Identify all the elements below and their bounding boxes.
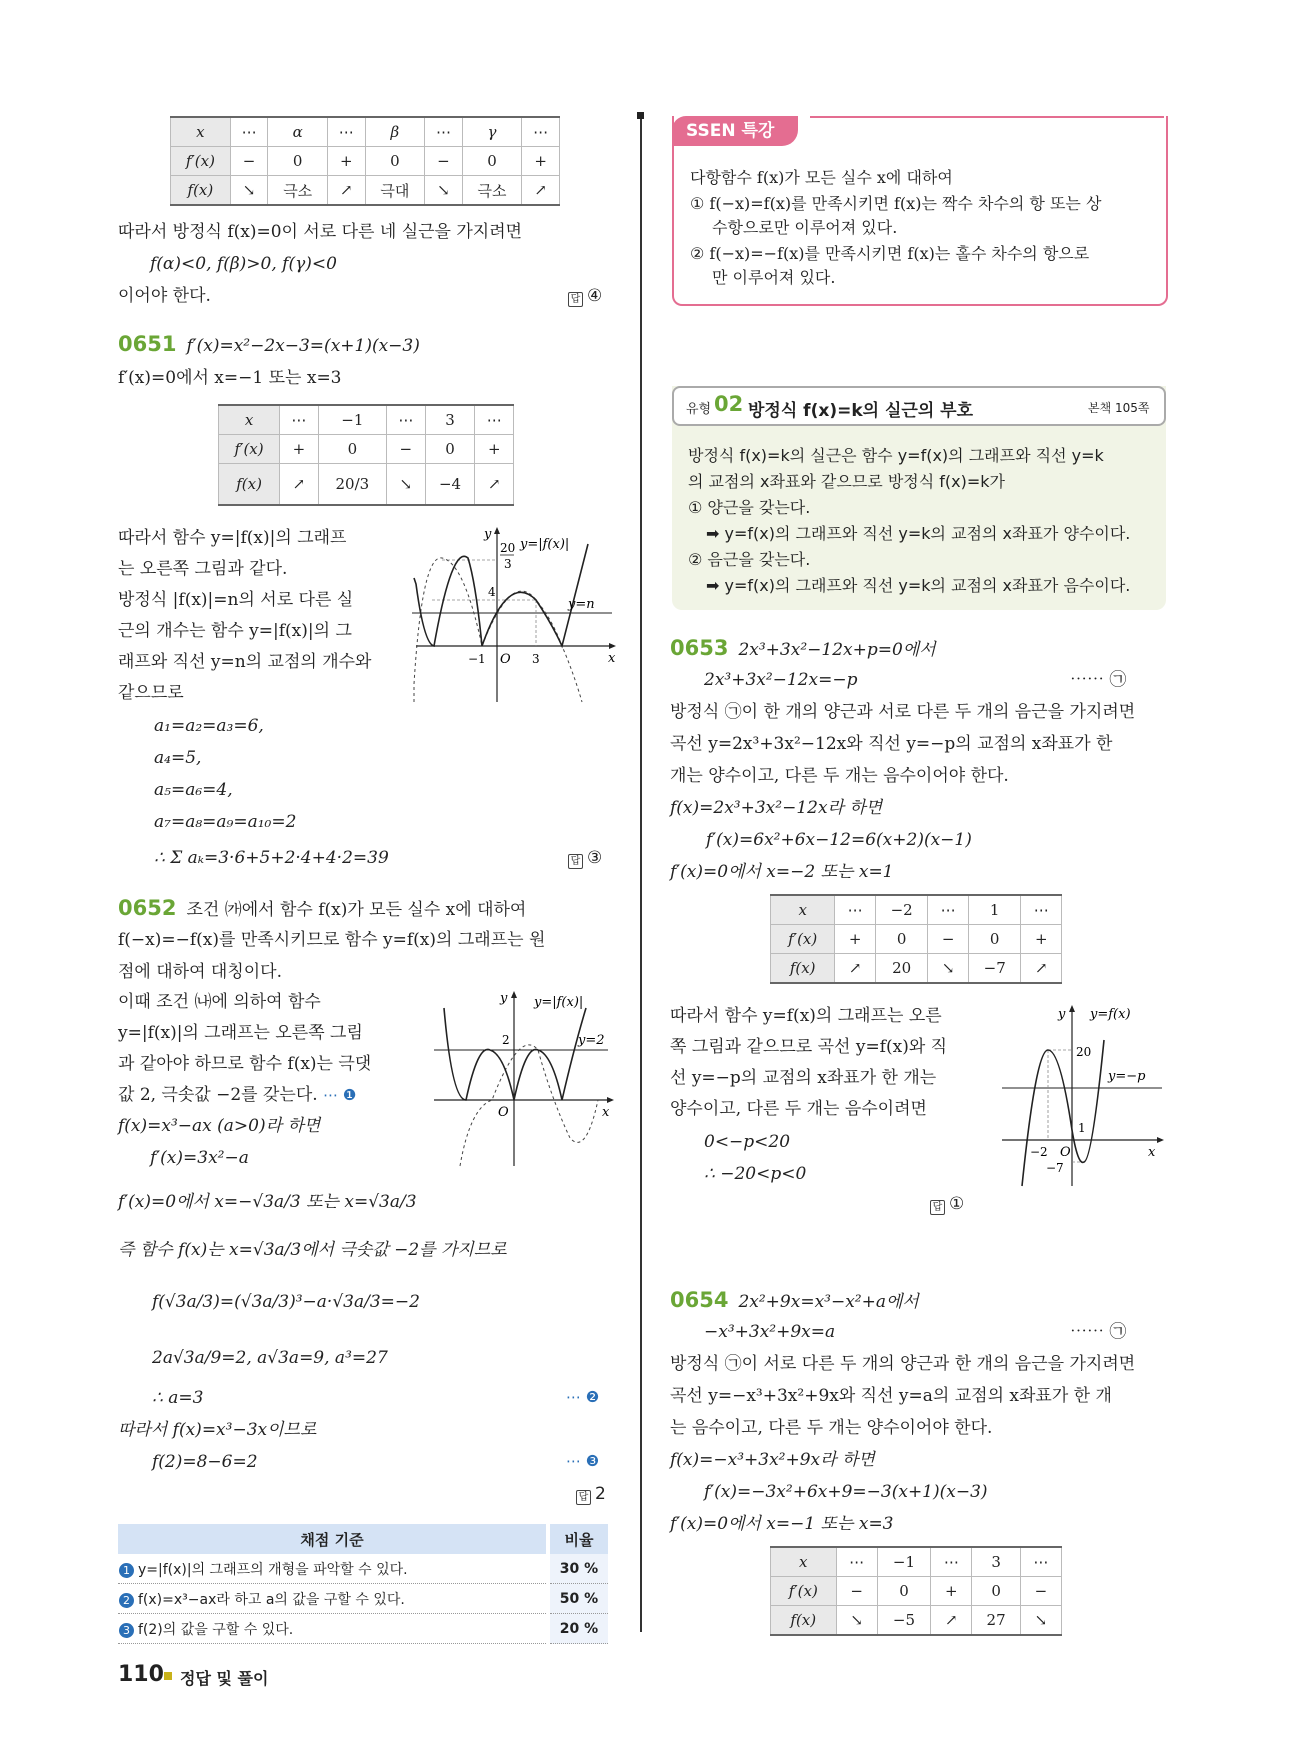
- eq-0651-1: a₄=5,: [154, 748, 202, 768]
- text-0650-l2: f(α)<0, f(β)>0, f(γ)<0: [150, 254, 337, 274]
- ssen-l2: ① f(−x)=f(x)를 만족시키면 f(x)는 짝수 차수의 항 또는 상: [690, 194, 1102, 213]
- graph-abs-f-0652: [430, 988, 620, 1168]
- text-0654-l2: −x³+3x²+9x=a: [704, 1322, 836, 1342]
- type-l3: ① 양근을 갖는다.: [688, 498, 811, 517]
- label-3: 3: [504, 557, 512, 571]
- text-0652-l3: 점에 대하여 대칭이다.: [118, 962, 283, 982]
- curve-f-dashed: [460, 1045, 598, 1166]
- text-0652-l16: f(2)=8−6=2: [152, 1452, 258, 1472]
- text-0651-t0: 따라서 함수 y=|f(x)|의 그래프: [118, 528, 347, 548]
- sign-table-0653: x ⋯ −2 ⋯ 1 ⋯ f′(x) + 0 − 0 + f(x) ↗ 20 ↘ −7 ↗: [770, 894, 1062, 984]
- text-0654-l7: f′(x)=−3x²+6x+9=−3(x+1)(x−3): [704, 1482, 988, 1502]
- text-0652-l12: f(√3a/3)=(√3a/3)³−a·√3a/3=−2: [152, 1292, 420, 1312]
- answer-0652: 답 2: [576, 1484, 606, 1505]
- table-row: 3 f(2)의 값을 구할 수 있다. 20 %: [118, 1614, 610, 1644]
- text-0653-l8: f′(x)=0에서 x=−2 또는 x=1: [670, 862, 894, 882]
- answer-icon: 답: [568, 292, 583, 307]
- score-header-criteria: 채점 기준: [118, 1524, 548, 1554]
- label-y-abs-fx: y=|f(x)|: [520, 537, 570, 552]
- text-0654-l4: 곡선 y=−x³+3x²+9x와 직선 y=a의 교점의 x좌표가 한 개: [670, 1386, 1112, 1406]
- answer-icon: 답: [930, 1200, 945, 1215]
- step-mark-3: ⋯ ❸: [566, 1452, 600, 1470]
- eq-0651-4: ∴ Σ aₖ=3·6+5+2·4+4·2=39: [154, 848, 389, 868]
- table-row: 1 y=|f(x)|의 그래프의 개형을 파악할 수 있다. 30 %: [118, 1554, 610, 1584]
- answer-0653: 답 ①: [930, 1194, 964, 1215]
- text-0652-t0: 이때 조건 ㈏에 의하여 함수: [118, 992, 321, 1012]
- eq-0651-2: a₅=a₆=4,: [154, 780, 233, 800]
- step-mark-2: ⋯ ❷: [566, 1388, 600, 1406]
- x-axis-arrow-icon: [609, 643, 616, 649]
- type-title: 방정식 f(x)=k의 실근의 부호: [748, 401, 974, 421]
- curve-f-dashed: [414, 558, 582, 702]
- answer-icon: 답: [576, 1490, 591, 1505]
- question-number: 0654: [670, 1288, 729, 1312]
- label-minus1: −1: [468, 652, 486, 666]
- sign-table-0651: x ⋯ −1 ⋯ 3 ⋯ f′(x) + 0 − 0 + f(x) ↗ 20/3 ↘ −4 ↗: [218, 404, 514, 506]
- ssen-header: [672, 116, 1164, 152]
- text-0652-l13: 2a√3a/9=2, a√3a=9, a³=27: [152, 1348, 388, 1368]
- label-20: 20: [1076, 1045, 1092, 1059]
- label-y: y: [1058, 1007, 1066, 1022]
- text-0653-l2b: ⋯⋯ ㉠: [1070, 670, 1127, 690]
- label-y-fx: y=f(x): [1090, 1007, 1131, 1022]
- type-l4: ➡ y=f(x)의 그래프와 직선 y=k의 교점의 x좌표가 양수이다.: [706, 524, 1131, 543]
- text-0652-l2: f(−x)=−f(x)를 만족시키므로 함수 y=f(x)의 그래프는 원: [118, 930, 546, 950]
- type-number: 02: [714, 392, 744, 416]
- text-0653-l7: f′(x)=6x²+6x−12=6(x+2)(x−1): [706, 830, 972, 850]
- type-l2: 의 교점의 x좌표와 같으므로 방정식 f(x)=k가: [688, 472, 1005, 491]
- table-row: 2 f(x)=x³−ax라 하고 a의 값을 구할 수 있다. 50 %: [118, 1584, 610, 1614]
- label-x: x: [602, 1105, 610, 1120]
- label-origin: O: [1060, 1145, 1071, 1160]
- text-0651-t1: 는 오른쪽 그림과 같다.: [118, 559, 288, 579]
- step-mark-1: ⋯ ❶: [323, 1086, 357, 1104]
- text-0652-t2: 과 같아야 하므로 함수 f(x)는 극댓: [118, 1054, 372, 1074]
- type-l6: ➡ y=f(x)의 그래프와 직선 y=k의 교점의 x좌표가 음수이다.: [706, 576, 1131, 595]
- text-0651-t3: 근의 개수는 함수 y=|f(x)|의 그: [118, 621, 352, 641]
- eq-0651-3: a₇=a₈=a₉=a₁₀=2: [154, 812, 297, 832]
- text-0653-l3: 방정식 ㉠이 한 개의 양근과 서로 다른 두 개의 음근을 가지려면: [670, 702, 1136, 722]
- sign-table-0654: x ⋯ −1 ⋯ 3 ⋯ f′(x) − 0 + 0 − f(x) ↘ −5 ↗ 27 ↘: [770, 1546, 1062, 1636]
- footer-square-icon: [164, 1672, 172, 1680]
- text-0654-l5: 는 음수이고, 다른 두 개는 양수이어야 한다.: [670, 1418, 993, 1438]
- type-ref: 본책 105쪽: [1088, 401, 1150, 415]
- graph-abs-f-0651: [412, 524, 622, 704]
- text-0650-l1: 따라서 방정식 f(x)=0이 서로 다른 네 실근을 가지려면: [118, 222, 523, 242]
- text-0652-l8: f(x)=x³−ax (a>0)라 하면: [118, 1116, 321, 1136]
- eq-0651-0: a₁=a₂=a₃=6,: [154, 716, 264, 736]
- curve-abs-f: [414, 544, 588, 646]
- label-y-n: y=n: [568, 597, 595, 612]
- ssen-l5: 만 이루어져 있다.: [712, 268, 836, 287]
- ssen-top-line: [810, 116, 1164, 118]
- ssen-l4: ② f(−x)=−f(x)를 만족시키면 f(x)는 홀수 차수의 항으로: [690, 244, 1090, 263]
- label-y: y: [500, 991, 508, 1006]
- text-0652-l10: f′(x)=0에서 x=−√3a/3 또는 x=√3a/3: [118, 1192, 417, 1212]
- text-0650-l3: 이어야 한다.: [118, 286, 211, 306]
- type-l1: 방정식 f(x)=k의 실근은 함수 y=f(x)의 그래프와 직선 y=k: [688, 446, 1104, 465]
- y-axis-arrow-icon: [511, 991, 517, 998]
- label-1: 1: [1078, 1121, 1086, 1135]
- label-x: x: [608, 651, 616, 666]
- text-0652-l15: 따라서 f(x)=x³−3x이므로: [118, 1420, 317, 1440]
- text-0653-t2: 선 y=−p의 교점의 x좌표가 한 개는: [670, 1068, 937, 1088]
- step-number-icon: 3: [119, 1623, 134, 1638]
- label-y-minus-p: y=−p: [1108, 1069, 1146, 1084]
- answer-0650: 답 ④: [568, 286, 602, 307]
- text-0653-l6: f(x)=2x³+3x²−12x라 하면: [670, 798, 883, 818]
- y-axis-arrow-icon: [494, 527, 500, 534]
- label-minus2: −2: [1030, 1145, 1048, 1159]
- type-l5: ② 음근을 갖는다.: [688, 550, 811, 569]
- sign-table-0650: x ⋯ α ⋯ β ⋯ γ ⋯ f′(x) − 0 + 0 − 0 + f(x) ↘ 극소 ↗ 극대 ↘ 극소 ↗: [170, 116, 560, 206]
- text-0654-l8: f′(x)=0에서 x=−1 또는 x=3: [670, 1514, 894, 1534]
- scoring-table: [118, 1524, 612, 1644]
- x-axis-arrow-icon: [1157, 1137, 1164, 1143]
- text-0654-l3: 방정식 ㉠이 서로 다른 두 개의 양근과 한 개의 음근을 가지려면: [670, 1354, 1136, 1374]
- label-4: 4: [488, 585, 496, 599]
- text-0652-l11: 즉 함수 f(x)는 x=√3a/3에서 극솟값 −2를 가지므로: [118, 1240, 507, 1260]
- label-minus7: −7: [1046, 1161, 1064, 1175]
- text-0653-l1: 0653 2x³+3x²−12x+p=0에서: [670, 636, 936, 660]
- text-0653-e1: 0<−p<20: [704, 1132, 791, 1152]
- question-number: 0653: [670, 636, 729, 660]
- footer-label: 정답 및 풀이: [180, 1669, 269, 1688]
- label-20: 20: [500, 541, 516, 555]
- ssen-l3: 수항으로만 이루어져 있다.: [712, 218, 898, 237]
- text-0652-t3: 값 2, 극솟값 −2를 갖는다. ⋯ ❶: [118, 1085, 357, 1105]
- question-number: 0651: [118, 332, 177, 356]
- label-y-2: y=2: [578, 1033, 605, 1048]
- divider-dot: [637, 112, 644, 119]
- question-number: 0652: [118, 896, 177, 920]
- answer-0651: 답 ③: [568, 848, 602, 869]
- column-divider: [640, 112, 642, 1632]
- label-origin: O: [498, 1105, 509, 1120]
- text-0653-t3: 양수이고, 다른 두 개는 음수이려면: [670, 1099, 927, 1119]
- x-axis-arrow-icon: [607, 1097, 614, 1103]
- ssen-l1: 다항함수 f(x)가 모든 실수 x에 대하여: [690, 168, 953, 187]
- answer-icon: 답: [568, 854, 583, 869]
- step-number-icon: 2: [119, 1593, 134, 1608]
- text-0652-l9: f′(x)=3x²−a: [150, 1148, 249, 1168]
- page-number: 110: [118, 1662, 164, 1687]
- text-0653-l4: 곡선 y=2x³+3x²−12x와 직선 y=−p의 교점의 x좌표가 한: [670, 734, 1113, 754]
- text-0651-l1: 0651 f′(x)=x²−2x−3=(x+1)(x−3): [118, 332, 420, 356]
- text-0653-t0: 따라서 함수 y=f(x)의 그래프는 오른: [670, 1006, 942, 1026]
- text-0651-t2: 방정식 |f(x)|=n의 서로 다른 실: [118, 590, 354, 610]
- label-y-abs-fx: y=|f(x)|: [534, 995, 584, 1010]
- text-0651-t4: 래프와 직선 y=n의 교점의 개수와: [118, 652, 372, 672]
- label-x3: 3: [532, 652, 540, 666]
- text-0651-t5: 같으므로: [118, 683, 184, 703]
- text-0653-l5: 개는 양수이고, 다른 두 개는 음수이어야 한다.: [670, 766, 1009, 786]
- text-0652-l14: ∴ a=3: [152, 1388, 204, 1408]
- text-0653-e2: ∴ −20<p<0: [704, 1164, 807, 1184]
- y-axis-arrow-icon: [1069, 1005, 1075, 1012]
- label-y: y: [484, 527, 492, 542]
- text-0653-l2: 2x³+3x²−12x=−p: [704, 670, 858, 690]
- score-header-ratio: 비율: [548, 1524, 610, 1554]
- text-0654-l1: 0654 2x²+9x=x³−x²+a에서: [670, 1288, 919, 1312]
- type-pre: 유형: [686, 402, 712, 417]
- label-origin: O: [500, 652, 511, 667]
- type-header: [672, 386, 1166, 426]
- label-2: 2: [502, 1033, 510, 1047]
- text-0651-l2: f′(x)=0에서 x=−1 또는 x=3: [118, 368, 342, 388]
- text-0653-t1: 쪽 그림과 같으므로 곡선 y=f(x)와 직: [670, 1037, 948, 1057]
- text-0654-l6: f(x)=−x³+3x²+9x라 하면: [670, 1450, 875, 1470]
- ssen-tag: SSEN 특강: [672, 116, 798, 146]
- text-0652-l1: 0652 조건 ㈎에서 함수 f(x)가 모든 실수 x에 대하여: [118, 896, 527, 920]
- graph-f-0653: [1000, 1000, 1170, 1190]
- text-0652-t1: y=|f(x)|의 그래프는 오른쪽 그림: [118, 1023, 363, 1043]
- step-number-icon: 1: [119, 1563, 134, 1578]
- text-0654-l2b: ⋯⋯ ㉠: [1070, 1322, 1127, 1342]
- label-x: x: [1148, 1145, 1156, 1160]
